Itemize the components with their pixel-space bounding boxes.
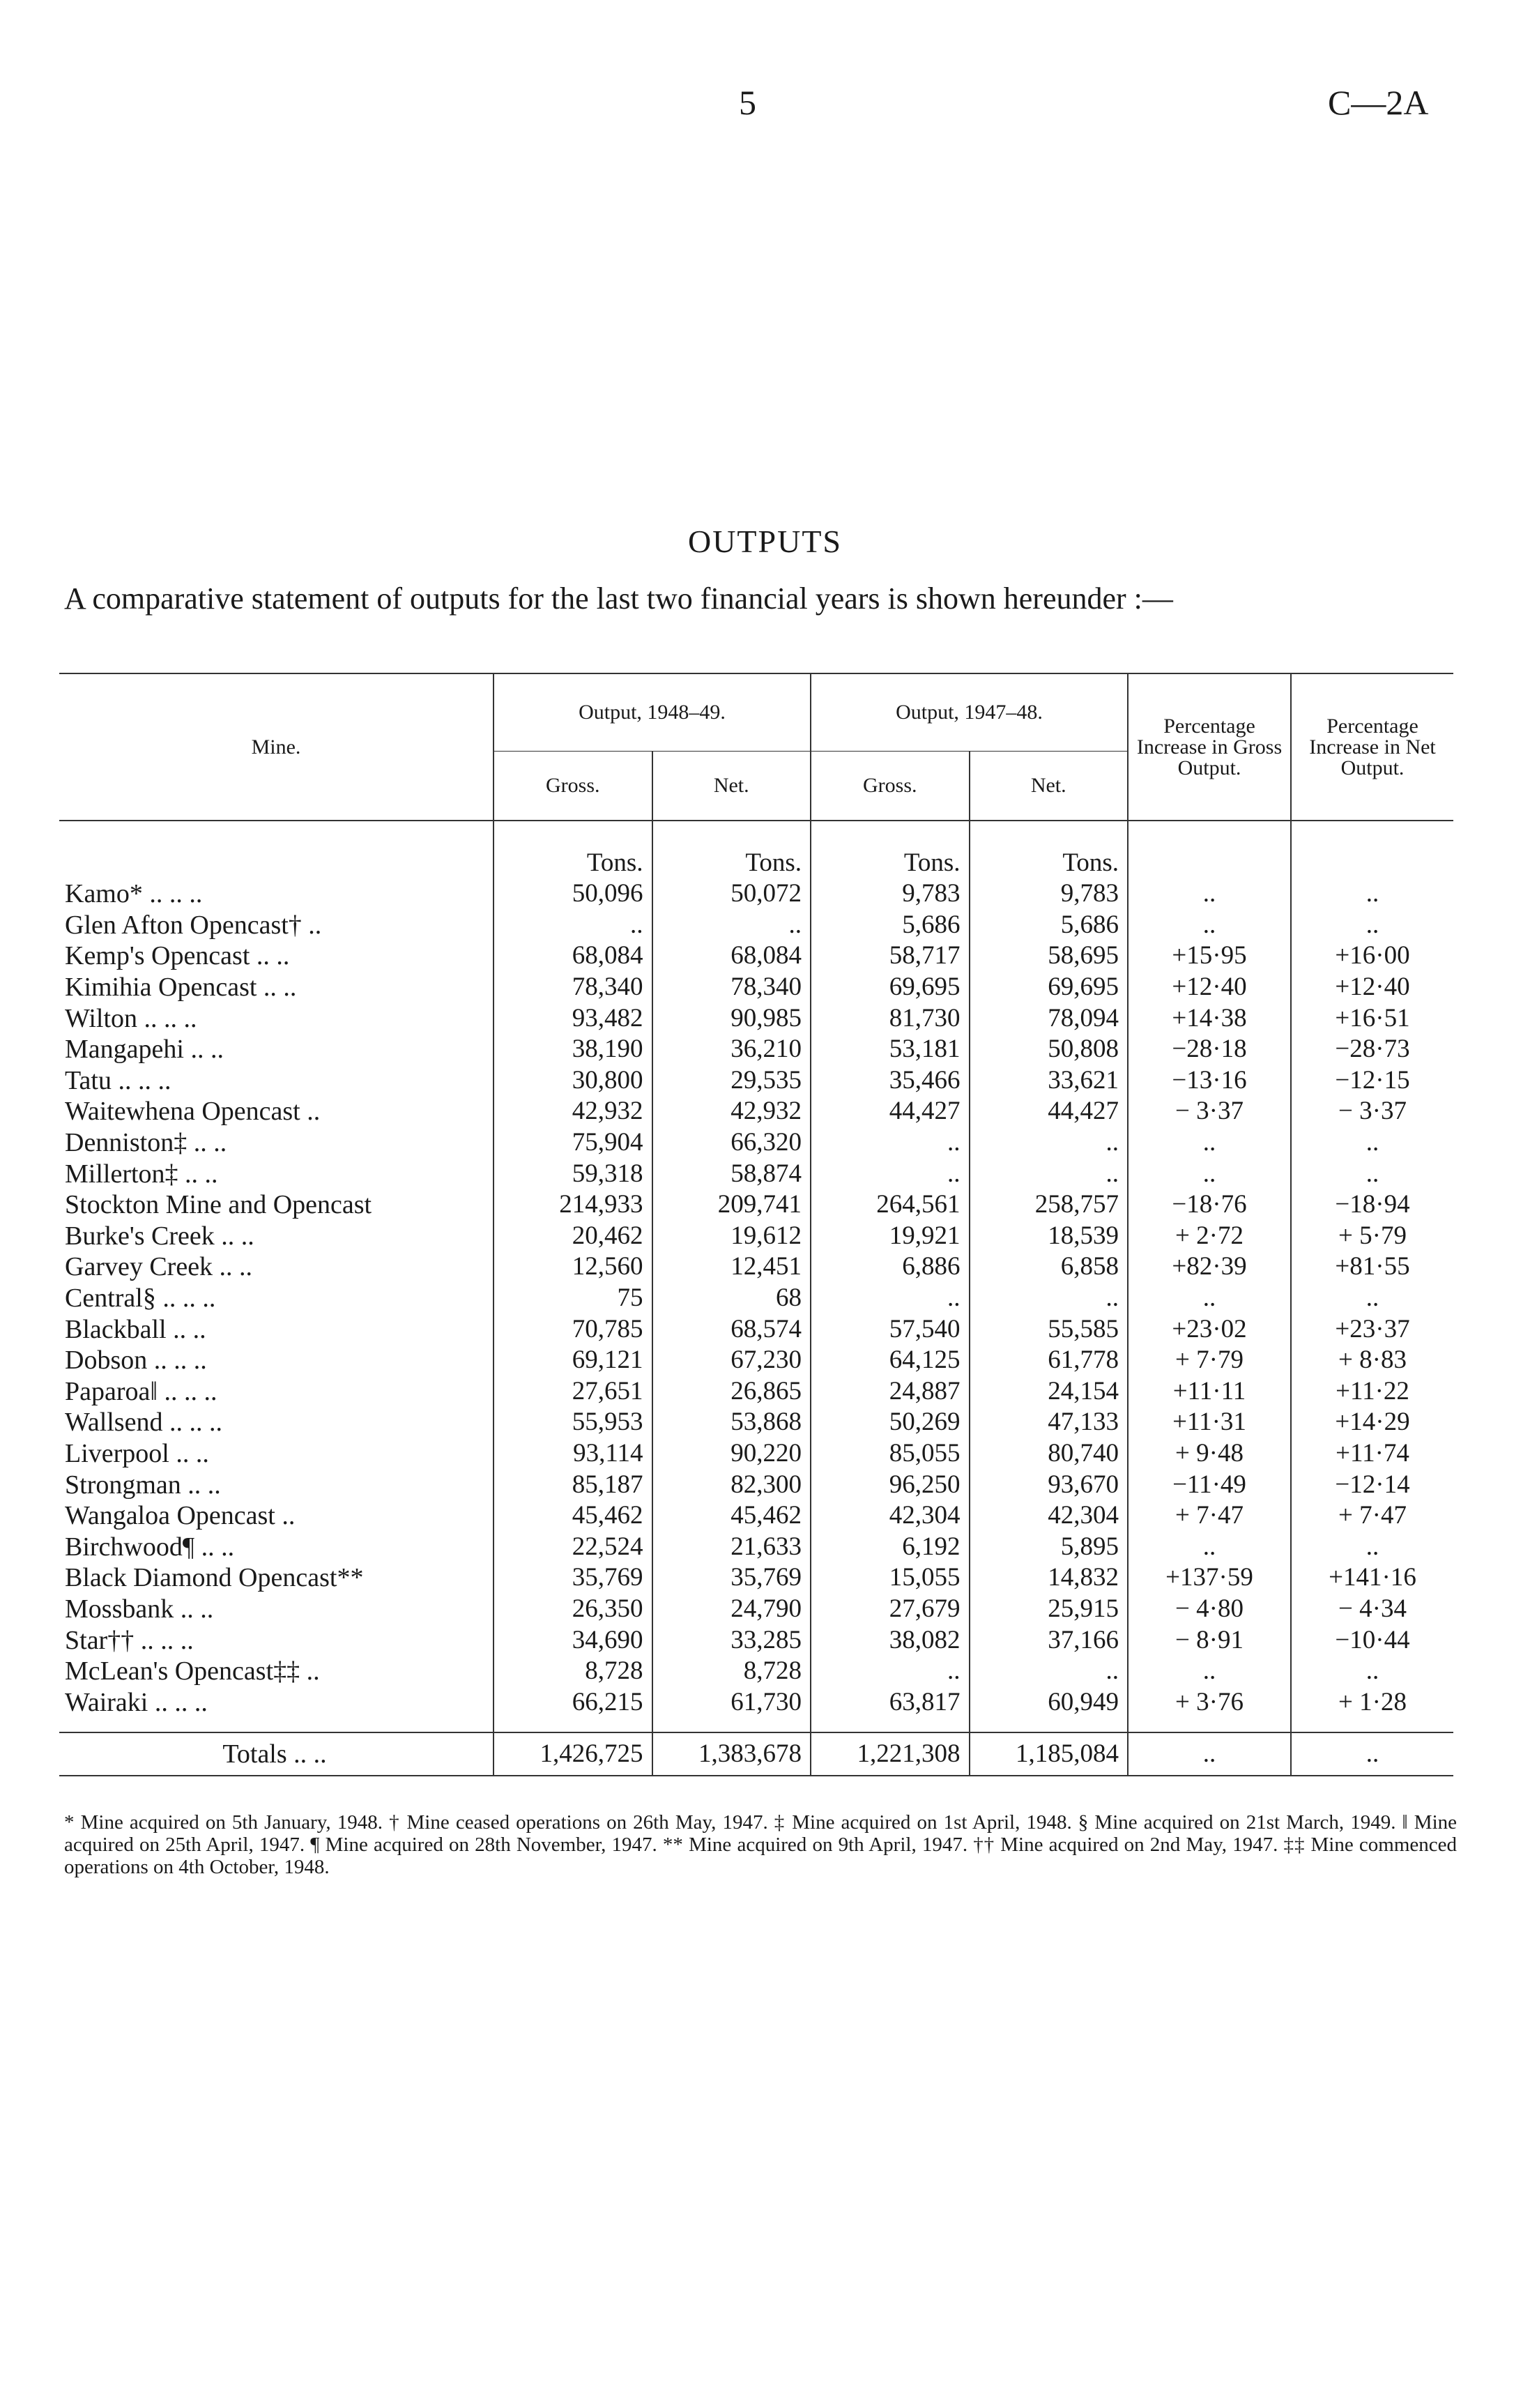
pct-net: − 4·34	[1291, 1594, 1453, 1625]
mine-name: Garvey Creek .. ..	[65, 1252, 253, 1282]
gross-1947: 96,250	[811, 1469, 970, 1500]
intro-paragraph: A comparative statement of outputs for the last two financial years is shown hereunder :—	[64, 581, 1173, 616]
pct-net: ..	[1291, 878, 1453, 910]
net-1948: 33,285	[652, 1624, 811, 1656]
net-1947: 6,858	[970, 1251, 1129, 1283]
pct-gross: −28·18	[1128, 1034, 1291, 1065]
pct-gross: + 7·79	[1128, 1345, 1291, 1376]
pct-net: +81·55	[1291, 1251, 1453, 1283]
mine-name: Denniston‡ .. ..	[65, 1128, 227, 1158]
pct-net: ..	[1291, 1531, 1453, 1562]
footnotes: * Mine acquired on 5th January, 1948. † Mine ceased operations on 26th May, 1947. ‡ Mine acquired on 1st April, 1948. § Mine acquired on 21st March, 1949. ‖ Mine acquired on 25th April, 1947. ¶ Mine acquired on 28th November, 1947. ** Mine acquired on 9th April, 1947. †† Mine acquired on 2nd May, 1947. ‡‡ Mine commenced operations on 4th October, 1948.	[64, 1811, 1457, 1878]
table-row	[59, 1345, 1453, 1376]
pct-gross: ..	[1128, 1283, 1291, 1314]
net-1947: ..	[970, 1283, 1129, 1314]
pct-gross: −18·76	[1128, 1189, 1291, 1221]
pct-gross: + 3·76	[1128, 1686, 1291, 1718]
table-row	[59, 1500, 1453, 1532]
mine-name: Mangapehi .. ..	[65, 1035, 224, 1065]
gross-1947: ..	[811, 1127, 970, 1159]
pct-net: ..	[1291, 1283, 1453, 1314]
gross-1947: 63,817	[811, 1686, 970, 1718]
gross-1947: 27,679	[811, 1594, 970, 1625]
pct-gross: −11·49	[1128, 1469, 1291, 1500]
net-1947: 9,783	[970, 878, 1129, 910]
gross-1947: 69,695	[811, 972, 970, 1003]
net-1948: 78,340	[652, 972, 811, 1003]
pct-net: + 1·28	[1291, 1686, 1453, 1718]
net-1947: 24,154	[970, 1376, 1129, 1408]
mine-name: Millerton‡ .. ..	[65, 1159, 218, 1189]
gross-1948: 20,462	[494, 1221, 652, 1252]
table-row	[59, 1376, 1453, 1408]
gross-1947: 6,886	[811, 1251, 970, 1283]
unit-label: Tons.	[970, 835, 1129, 878]
gross-1947: 44,427	[811, 1096, 970, 1127]
net-1947: 55,585	[970, 1313, 1129, 1345]
pct-net: + 7·47	[1291, 1500, 1453, 1532]
gross-1948: 75,904	[494, 1127, 652, 1159]
table-row	[59, 1158, 1453, 1189]
gross-1948: 42,932	[494, 1096, 652, 1127]
total-pct-net: ..	[1291, 1732, 1453, 1776]
mine-name: Central§ .. .. ..	[65, 1283, 216, 1313]
pct-gross: − 4·80	[1128, 1594, 1291, 1625]
unit-label: Tons.	[811, 835, 970, 878]
pct-net: ..	[1291, 1127, 1453, 1159]
table-row	[59, 1003, 1453, 1034]
mine-name: Tatu .. .. ..	[65, 1065, 171, 1095]
pct-gross: ..	[1128, 878, 1291, 910]
pct-gross: ..	[1128, 1656, 1291, 1687]
header-net-1947: Net.	[970, 752, 1129, 821]
mine-name: Black Diamond Opencast**	[65, 1563, 364, 1593]
outputs-table-container	[59, 673, 1453, 1776]
gross-1947: 85,055	[811, 1438, 970, 1470]
net-1948: 67,230	[652, 1345, 811, 1376]
net-1947: 37,166	[970, 1624, 1129, 1656]
table-row	[59, 1313, 1453, 1345]
table-row	[59, 1531, 1453, 1562]
pct-gross: +11·31	[1128, 1407, 1291, 1438]
gross-1948: 38,190	[494, 1034, 652, 1065]
header-pct-net: Percentage Increase in Net Output.	[1291, 673, 1453, 821]
net-1948: 26,865	[652, 1376, 811, 1408]
table-row	[59, 1562, 1453, 1594]
pct-net: +23·37	[1291, 1313, 1453, 1345]
mine-name: Wilton .. .. ..	[65, 1003, 197, 1033]
gross-1947: 19,921	[811, 1221, 970, 1252]
gross-1947: ..	[811, 1283, 970, 1314]
gross-1948: 93,482	[494, 1003, 652, 1034]
pct-gross: +12·40	[1128, 972, 1291, 1003]
net-1947: 60,949	[970, 1686, 1129, 1718]
document-reference: C—2A	[1328, 83, 1429, 122]
net-1947: 33,621	[970, 1065, 1129, 1097]
table-row	[59, 1438, 1453, 1470]
unit-label: Tons.	[494, 835, 652, 878]
gross-1947: 42,304	[811, 1500, 970, 1532]
net-1948: 8,728	[652, 1656, 811, 1687]
net-1948: ..	[652, 910, 811, 941]
gross-1948: 12,560	[494, 1251, 652, 1283]
net-1947: 258,757	[970, 1189, 1129, 1221]
net-1948: 50,072	[652, 878, 811, 910]
net-1947: ..	[970, 1656, 1129, 1687]
net-1947: 5,895	[970, 1531, 1129, 1562]
net-1948: 61,730	[652, 1686, 811, 1718]
net-1947: ..	[970, 1158, 1129, 1189]
net-1948: 19,612	[652, 1221, 811, 1252]
pct-net: −10·44	[1291, 1624, 1453, 1656]
header-pct-gross: Percentage Increase in Gross Output.	[1128, 673, 1291, 821]
pct-net: − 3·37	[1291, 1096, 1453, 1127]
gross-1948: 34,690	[494, 1624, 652, 1656]
mine-name: Waitewhena Opencast ..	[65, 1097, 321, 1127]
total-pct-gross: ..	[1128, 1732, 1291, 1776]
mine-name: Kemp's Opencast .. ..	[65, 941, 290, 971]
total-gross-1948: 1,426,725	[494, 1732, 652, 1776]
mine-name: Dobson .. .. ..	[65, 1346, 207, 1376]
pct-net: −18·94	[1291, 1189, 1453, 1221]
mine-name: Wallsend .. .. ..	[65, 1408, 222, 1438]
pct-gross: ..	[1128, 1127, 1291, 1159]
net-1948: 82,300	[652, 1469, 811, 1500]
gross-1948: 8,728	[494, 1656, 652, 1687]
gross-1948: 26,350	[494, 1594, 652, 1625]
net-1948: 90,220	[652, 1438, 811, 1470]
pct-net: +11·74	[1291, 1438, 1453, 1470]
mine-name: Strongman .. ..	[65, 1470, 221, 1500]
pct-net: +141·16	[1291, 1562, 1453, 1594]
gross-1947: 5,686	[811, 910, 970, 941]
pct-net: +11·22	[1291, 1376, 1453, 1408]
pct-gross: +137·59	[1128, 1562, 1291, 1594]
pct-gross: ..	[1128, 1158, 1291, 1189]
net-1948: 21,633	[652, 1531, 811, 1562]
mine-name: Mossbank .. ..	[65, 1594, 214, 1624]
net-1947: 18,539	[970, 1221, 1129, 1252]
net-1947: 61,778	[970, 1345, 1129, 1376]
gross-1947: 9,783	[811, 878, 970, 910]
net-1947: 80,740	[970, 1438, 1129, 1470]
pct-gross: + 7·47	[1128, 1500, 1291, 1532]
gross-1948: ..	[494, 910, 652, 941]
net-1947: 44,427	[970, 1096, 1129, 1127]
table-row	[59, 1407, 1453, 1438]
gross-1948: 93,114	[494, 1438, 652, 1470]
net-1947: 58,695	[970, 940, 1129, 972]
mine-name: Wairaki .. .. ..	[65, 1687, 208, 1717]
mine-name: Stockton Mine and Opencast	[65, 1190, 372, 1220]
pct-gross: ..	[1128, 1531, 1291, 1562]
net-1947: ..	[970, 1127, 1129, 1159]
gross-1948: 68,084	[494, 940, 652, 972]
net-1947: 25,915	[970, 1594, 1129, 1625]
gross-1948: 69,121	[494, 1345, 652, 1376]
totals-row	[59, 1732, 1453, 1776]
totals-label: Totals .. ..	[59, 1732, 494, 1776]
table-row	[59, 1594, 1453, 1625]
gross-1948: 214,933	[494, 1189, 652, 1221]
total-net-1948: 1,383,678	[652, 1732, 811, 1776]
net-1947: 47,133	[970, 1407, 1129, 1438]
units-row	[59, 835, 1453, 878]
table-row	[59, 1656, 1453, 1687]
net-1947: 93,670	[970, 1469, 1129, 1500]
gross-1948: 35,769	[494, 1562, 652, 1594]
total-net-1947: 1,185,084	[970, 1732, 1129, 1776]
gross-1948: 45,462	[494, 1500, 652, 1532]
gross-1947: 64,125	[811, 1345, 970, 1376]
table-row	[59, 1189, 1453, 1221]
net-1947: 69,695	[970, 972, 1129, 1003]
mine-name: Birchwood¶ .. ..	[65, 1532, 235, 1562]
pct-gross: +15·95	[1128, 940, 1291, 972]
mine-name: Burke's Creek .. ..	[65, 1221, 254, 1251]
net-1947: 50,808	[970, 1034, 1129, 1065]
header-gross-1947: Gross.	[811, 752, 970, 821]
gross-1947: 50,269	[811, 1407, 970, 1438]
net-1948: 45,462	[652, 1500, 811, 1532]
gross-1947: 58,717	[811, 940, 970, 972]
net-1948: 58,874	[652, 1158, 811, 1189]
gross-1947: 264,561	[811, 1189, 970, 1221]
pct-net: + 5·79	[1291, 1221, 1453, 1252]
pct-net: +14·29	[1291, 1407, 1453, 1438]
net-1948: 24,790	[652, 1594, 811, 1625]
mine-name: Star†† .. .. ..	[65, 1625, 194, 1655]
pct-net: + 8·83	[1291, 1345, 1453, 1376]
net-1947: 14,832	[970, 1562, 1129, 1594]
net-1948: 66,320	[652, 1127, 811, 1159]
table-row	[59, 1065, 1453, 1097]
gross-1947: 57,540	[811, 1313, 970, 1345]
table-row	[59, 1283, 1453, 1314]
gross-1948: 30,800	[494, 1065, 652, 1097]
table-body	[59, 821, 1453, 1732]
pct-net: ..	[1291, 1158, 1453, 1189]
pct-net: −28·73	[1291, 1034, 1453, 1065]
gross-1948: 66,215	[494, 1686, 652, 1718]
net-1948: 29,535	[652, 1065, 811, 1097]
pct-net: −12·14	[1291, 1469, 1453, 1500]
gross-1948: 75	[494, 1283, 652, 1314]
gross-1948: 78,340	[494, 972, 652, 1003]
pct-gross: − 8·91	[1128, 1624, 1291, 1656]
header-gross-1948: Gross.	[494, 752, 652, 821]
pct-gross: + 9·48	[1128, 1438, 1291, 1470]
net-1948: 42,932	[652, 1096, 811, 1127]
table-row	[59, 1221, 1453, 1252]
header-mine: Mine.	[59, 673, 494, 821]
pct-net: ..	[1291, 1656, 1453, 1687]
net-1948: 90,985	[652, 1003, 811, 1034]
net-1947: 78,094	[970, 1003, 1129, 1034]
gross-1947: 38,082	[811, 1624, 970, 1656]
pct-net: +16·51	[1291, 1003, 1453, 1034]
gross-1948: 70,785	[494, 1313, 652, 1345]
gross-1947: ..	[811, 1158, 970, 1189]
gross-1947: 15,055	[811, 1562, 970, 1594]
net-1947: 5,686	[970, 910, 1129, 941]
gross-1948: 55,953	[494, 1407, 652, 1438]
table-row	[59, 1624, 1453, 1656]
mine-name: Wangaloa Opencast ..	[65, 1501, 296, 1531]
table-row	[59, 1034, 1453, 1065]
page-number: 5	[739, 83, 756, 122]
net-1948: 209,741	[652, 1189, 811, 1221]
net-1948: 36,210	[652, 1034, 811, 1065]
table-row	[59, 972, 1453, 1003]
net-1948: 68,574	[652, 1313, 811, 1345]
pct-gross: −13·16	[1128, 1065, 1291, 1097]
spacer-row	[59, 821, 1453, 835]
gross-1947: ..	[811, 1656, 970, 1687]
gross-1947: 24,887	[811, 1376, 970, 1408]
total-gross-1947: 1,221,308	[811, 1732, 970, 1776]
gross-1947: 81,730	[811, 1003, 970, 1034]
pct-gross: +82·39	[1128, 1251, 1291, 1283]
gross-1947: 6,192	[811, 1531, 970, 1562]
spacer-row	[59, 1718, 1453, 1732]
table-row	[59, 1127, 1453, 1159]
mine-name: McLean's Opencast‡‡ ..	[65, 1656, 320, 1686]
gross-1947: 35,466	[811, 1065, 970, 1097]
pct-gross: +11·11	[1128, 1376, 1291, 1408]
pct-net: ..	[1291, 910, 1453, 941]
mine-name: Paparoa‖ .. .. ..	[65, 1376, 217, 1406]
gross-1948: 22,524	[494, 1531, 652, 1562]
table-row	[59, 878, 1453, 910]
mine-name: Liverpool .. ..	[65, 1438, 209, 1468]
pct-net: −12·15	[1291, 1065, 1453, 1097]
pct-net: +16·00	[1291, 940, 1453, 972]
outputs-table	[59, 673, 1453, 1776]
net-1948: 53,868	[652, 1407, 811, 1438]
gross-1948: 59,318	[494, 1158, 652, 1189]
mine-name: Kimihia Opencast .. ..	[65, 973, 297, 1003]
table-row	[59, 1096, 1453, 1127]
table-row	[59, 1686, 1453, 1718]
gross-1948: 50,096	[494, 878, 652, 910]
unit-label: Tons.	[652, 835, 811, 878]
net-1947: 42,304	[970, 1500, 1129, 1532]
table-row	[59, 1469, 1453, 1500]
table-row	[59, 910, 1453, 941]
pct-gross: +14·38	[1128, 1003, 1291, 1034]
section-title: OUTPUTS	[687, 524, 843, 559]
mine-name: Blackball .. ..	[65, 1314, 206, 1344]
header-output-1947-48: Output, 1947–48.	[811, 673, 1128, 752]
pct-gross: + 2·72	[1128, 1221, 1291, 1252]
gross-1948: 85,187	[494, 1469, 652, 1500]
table-row	[59, 1251, 1453, 1283]
gross-1947: 53,181	[811, 1034, 970, 1065]
net-1948: 12,451	[652, 1251, 811, 1283]
header-net-1948: Net.	[652, 752, 811, 821]
mine-name: Kamo* .. .. ..	[65, 879, 203, 909]
pct-gross: ..	[1128, 910, 1291, 941]
net-1948: 35,769	[652, 1562, 811, 1594]
header-output-1948-49: Output, 1948–49.	[494, 673, 811, 752]
table-row	[59, 940, 1453, 972]
net-1948: 68	[652, 1283, 811, 1314]
pct-gross: − 3·37	[1128, 1096, 1291, 1127]
net-1948: 68,084	[652, 940, 811, 972]
pct-net: +12·40	[1291, 972, 1453, 1003]
gross-1948: 27,651	[494, 1376, 652, 1408]
pct-gross: +23·02	[1128, 1313, 1291, 1345]
mine-name: Glen Afton Opencast† ..	[65, 910, 322, 940]
